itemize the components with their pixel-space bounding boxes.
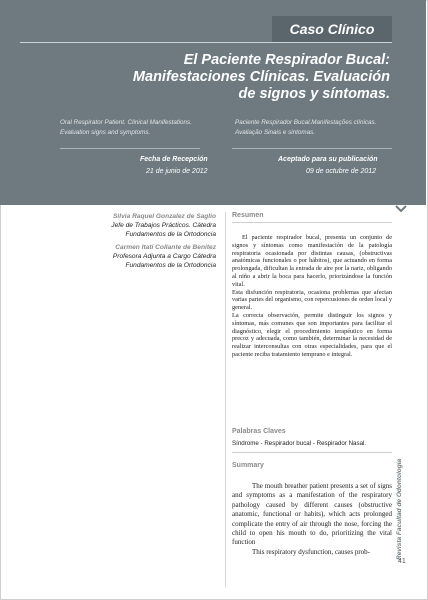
title-line-3: de signos y síntomas. — [238, 86, 390, 102]
resumen-rule — [232, 222, 392, 223]
section-tab — [272, 16, 392, 42]
author-name: Carmen Itatí Collante de Benitez — [115, 244, 216, 251]
author-name: Silvia Raquel Gonzalez de Saglio — [113, 213, 216, 220]
summary-paragraph: This respiratory dysfunction, causes prob- — [252, 547, 370, 556]
page-number: 41 — [398, 558, 406, 565]
top-rule — [20, 42, 392, 43]
author-affiliation: Fundamentos de la Ortodoncia — [125, 262, 216, 269]
accepted-label: Aceptado para su publicación — [278, 156, 378, 163]
resumen-heading: Resumen — [232, 212, 264, 219]
author-list — [60, 212, 216, 270]
divider-right — [232, 148, 392, 149]
received-label: Fecha de Recepción — [140, 156, 208, 163]
chevron-down-icon — [394, 204, 408, 214]
author-role: Profesora Adjunta a Cargo Cátedra — [112, 253, 216, 260]
resumen-paragraph: La correcta observación, permite distinguir los signos y síntomas, más comunes que son importantes para facilitar el diagnóstico, elegir el procedimiento terapéutico en forma precoz y adecuada, como también, determinar la necesidad de realizar interconsultas con otras especialidades, para que el paciente reciba tratamiento temprano e integral. — [232, 311, 392, 358]
keywords-rule — [232, 452, 392, 453]
resumen-body — [232, 234, 392, 359]
title-english: Oral Respirator Patient. Clinical Manifestations. Evaluation signs and symptoms. — [60, 119, 192, 136]
keywords-text: Síndrome - Respirador bucal - Respirador Nasal. — [232, 440, 367, 447]
title-portuguese: Paciente Respirador Bucal.Manifestações clínicas. Avaliação Sinais e sintomas. — [235, 119, 377, 136]
summary-body — [232, 482, 392, 557]
header-band — [0, 0, 426, 205]
resumen-paragraph: Esta disfunción respiratoria, ocasiona problemas que afectan varias partes del organismo, con repercusiones de orden local y general. — [232, 288, 392, 312]
resumen-paragraph: El paciente respirador bucal, presenta un conjunto de signos y síntomas como manifestación de la patología respiratoria ocasionada por distintas causas, (obstructivas anatómicas funcionales o por hábitos), que actuando en forma prolongada, dificultan la entrada de aire por la nariz, obligando al niño a abrir la boca para hacerlo, priorizándose la función vital. — [232, 234, 392, 288]
column-divider — [225, 212, 226, 587]
summary-paragraph: The mouth breather patient presents a set of signs and symptoms as a manifestation of the respiratory pathology caused by different causes (obstructive anatomic, functional or habits), which acts prolonged complicate the entry of air through the nose, forcing the child to open his mouth to do, prioritizing the vital function — [232, 482, 392, 547]
divider-left — [60, 148, 200, 149]
accepted-date: 09 de octubre de 2012 — [306, 168, 377, 175]
author-affiliation: Fundamentos de la Ortodoncia — [125, 231, 216, 238]
title-line-1: El Paciente Respirador Bucal: — [183, 52, 390, 68]
article-title — [50, 52, 390, 103]
keywords-heading: Palabras Claves — [232, 428, 286, 435]
summary-heading: Summary — [232, 462, 264, 469]
journal-name: Revista Facultad de Odontología — [396, 458, 403, 560]
title-line-2: Manifestaciones Clínicas. Evaluación — [132, 69, 390, 85]
author-role: Jefe de Trabajos Prácticos. Cátedra — [111, 222, 216, 229]
section-title: Caso Clínico — [289, 21, 375, 37]
received-date: 21 de junio de 2012 — [146, 168, 208, 175]
